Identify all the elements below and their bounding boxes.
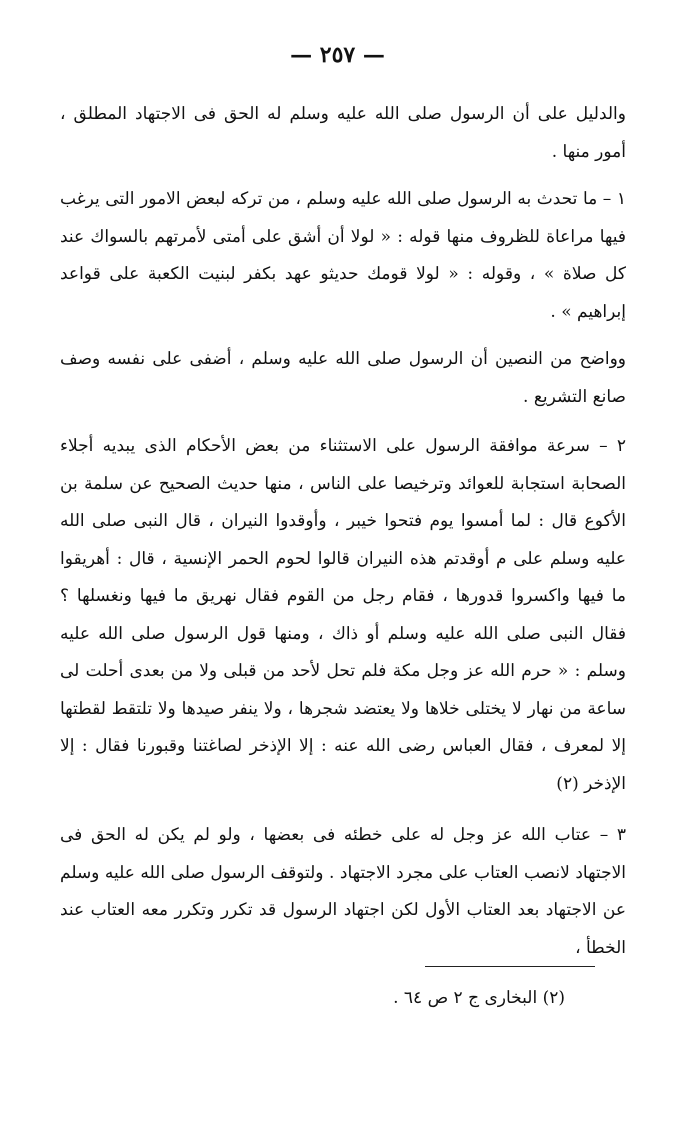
footnote: (٢) البخارى ج ٢ ص ٦٤ . [393, 988, 565, 1008]
page-number: — ٢٥٧ — [290, 42, 385, 68]
intro-paragraph: والدليل على أن الرسول صلى الله عليه وسلم له الحق فى الاجتهاد المطلق ، أمور منها . [60, 104, 626, 162]
footnote-divider [425, 966, 595, 967]
point-3-paragraph: ٣ – عتاب الله عز وجل له على خطئه فى بعضها ، ولو لم يكن له الحق فى الاجتهاد لانصب العتاب على مجرد الاجتهاد . ولتوقف الرسول صلى الله عليه وسلم عن الاجتهاد بعد العتاب الأول لكن اجتهاد الرسول قد تكرر وتكرر معه العتاب عند الخطأ ، [60, 825, 626, 958]
point-2-paragraph: ٢ – سرعة موافقة الرسول على الاستثناء من بعض الأحكام الذى يبديه أجلاء الصحابة استجابة للعوائد وترخيصا على الناس ، منها حديث الصحيح عن سلمة بن الأكوع قال : لما أمسوا يوم فتحوا خيبر ، وأوقدوا النيران ، قال النبى صلى الله عليه وسلم على م أوقدتم هذه النيران قالوا لحوم الحمر الإنسية ، قال : أهريقوا ما فيها واكسروا قدورها ، فقام رجل من القوم فقال نهريق ما فيها ونغسلها ؟ فقال النبى صلى الله عليه وسلم أو ذاك ، ومنها قول الرسول صلى الله عليه وسلم : « حرم الله عز وجل مكة فلم تحل لأحد من قبلى ولا من بعدى أحلت لى ساعة من نهار لا يختلى خلاها ولا يعتضد شجرها ، ولا ينفر صيدها ولا تلتقط لقطتها إلا لمعرف ، فقال العباس رضى الله عنه : إلا الإذخر لصاغتنا وقبورنا فقال : إلا الإذخر (٢) [60, 436, 626, 794]
point-1-paragraph: ١ – ما تحدث به الرسول صلى الله عليه وسلم ، من تركه لبعض الامور التى يرغب فيها مراعاة للظروف منها قوله : « لولا أن أشق على أمتى لأمرتهم بالسواك عند كل صلاة » ، وقوله : « لولا قومك حديثو عهد بكفر لبنيت الكعبة على قواعد إبراهيم » . [60, 189, 626, 322]
point-1-note-paragraph: وواضح من النصين أن الرسول صلى الله عليه وسلم ، أضفى على نفسه وصف صانع التشريع . [60, 349, 626, 407]
main-text [60, 96, 626, 967]
